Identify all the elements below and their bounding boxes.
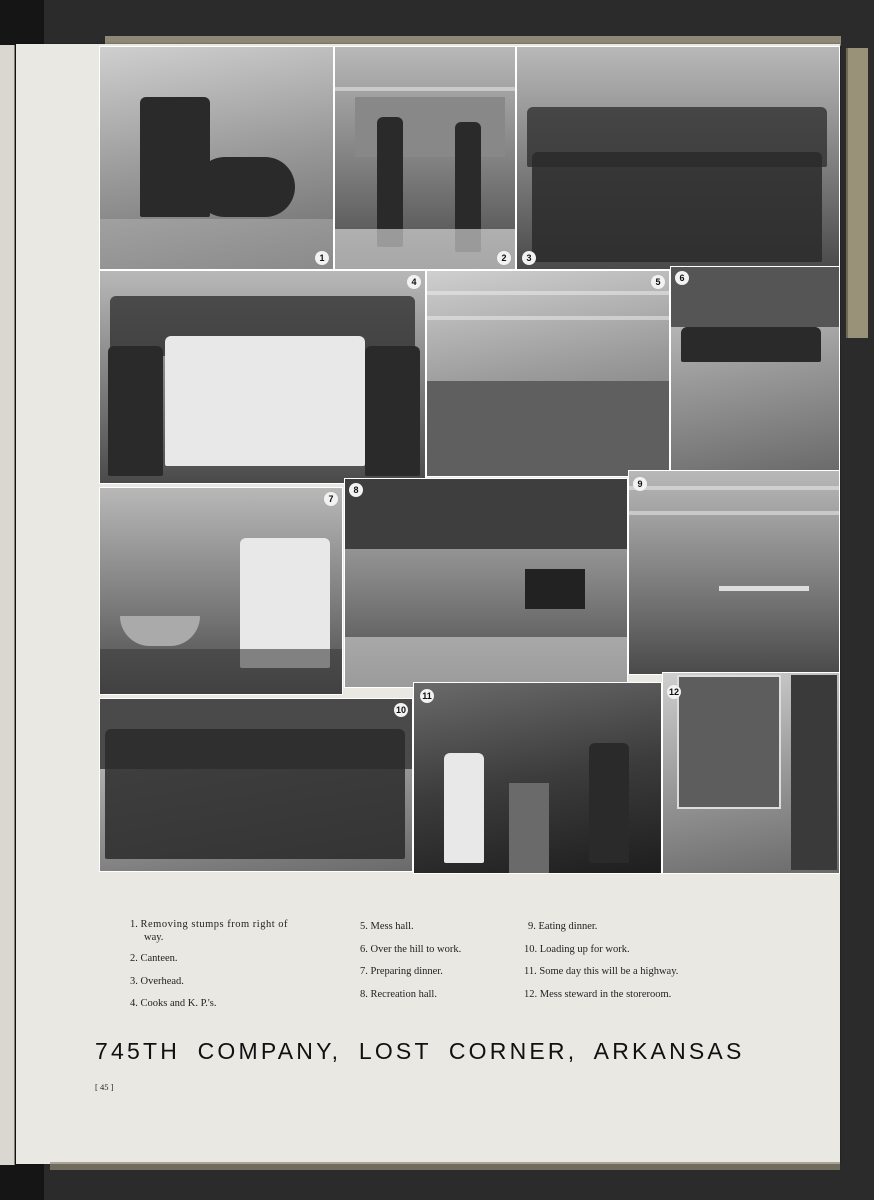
photo-canteen bbox=[334, 46, 516, 270]
caption-7: 7. Preparing dinner. bbox=[360, 966, 443, 978]
caption-10: 10. Loading up for work. bbox=[524, 943, 630, 955]
photo-number: 7 bbox=[324, 492, 338, 506]
photo-number: 12 bbox=[668, 687, 679, 697]
photo-eating-dinner bbox=[628, 470, 840, 675]
caption-column-2 bbox=[360, 916, 520, 1006]
caption-12: 12. Mess steward in the storeroom. bbox=[524, 988, 672, 1000]
photo-number: 8 bbox=[349, 483, 363, 497]
caption-6: 6. Over the hill to work. bbox=[360, 943, 462, 955]
caption-column-3 bbox=[524, 916, 754, 1006]
photo-mess-hall bbox=[426, 270, 670, 477]
photo-number: 2 bbox=[497, 251, 511, 265]
photo-cooks-and-kps bbox=[99, 270, 426, 484]
photo-number: 4 bbox=[407, 275, 421, 289]
photo-number: 1 bbox=[315, 251, 329, 265]
photo-number: 10 bbox=[395, 705, 406, 715]
caption-5: 5. Mess hall. bbox=[360, 921, 414, 932]
binding-tab bbox=[846, 48, 868, 338]
photo-number: 11 bbox=[420, 689, 434, 703]
photo-loading-up-for-work bbox=[99, 698, 413, 872]
photo-highway-clearing bbox=[413, 682, 662, 874]
caption-11: 11. Some day this will be a highway. bbox=[524, 966, 679, 978]
photo-number: 9 bbox=[633, 477, 647, 491]
caption-column-1 bbox=[130, 916, 320, 1016]
caption-3: 3. Overhead. bbox=[130, 975, 184, 987]
caption-8: 8. Recreation hall. bbox=[360, 988, 437, 1000]
photo-number: 5 bbox=[651, 275, 665, 289]
photo-over-the-hill bbox=[670, 266, 840, 473]
caption-2: 2. Canteen. bbox=[130, 953, 178, 964]
photo-overhead bbox=[516, 46, 840, 270]
photo-number: 6 bbox=[675, 271, 689, 285]
page-title: 745TH COMPANY, LOST CORNER, ARKANSAS bbox=[95, 1038, 745, 1064]
page-number: [ 45 ] bbox=[95, 1082, 114, 1092]
caption-4: 4. Cooks and K. P.'s. bbox=[130, 998, 217, 1010]
photo-recreation-hall bbox=[344, 478, 628, 688]
photo-mess-steward bbox=[662, 672, 840, 874]
caption-1: 1. Removing stumps from right of way. bbox=[130, 919, 288, 943]
photo-number: 3 bbox=[522, 251, 536, 265]
bottom-tape bbox=[50, 1162, 840, 1170]
photo-removing-stumps bbox=[99, 46, 334, 270]
photo-preparing-dinner bbox=[99, 487, 343, 695]
previous-page-edge bbox=[0, 45, 15, 1165]
caption-9: 9. Eating dinner. bbox=[528, 921, 598, 932]
